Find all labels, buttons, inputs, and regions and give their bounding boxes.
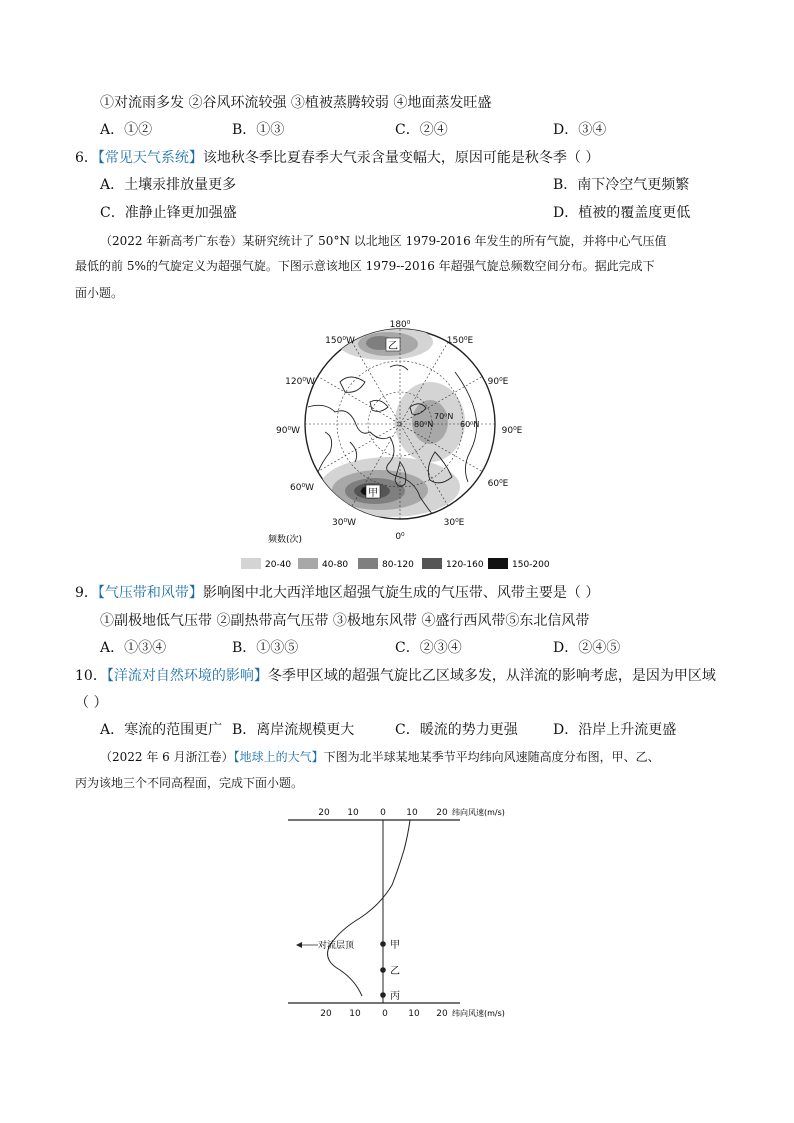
question-number: 10． xyxy=(75,668,107,684)
top-tick: 10 xyxy=(347,808,359,818)
passage2-line-2: 丙为该地三个不同高程面，完成下面小题。 xyxy=(75,776,304,790)
legend-swatch xyxy=(488,558,508,569)
q6-option-d: D．植被的覆盖度更低 xyxy=(553,205,691,221)
polar-cyclone-map xyxy=(230,312,570,577)
topic-tag: 【气压带和风带】 xyxy=(97,585,203,601)
point-jia xyxy=(380,941,386,947)
axis-label: 纬向风速 xyxy=(452,1009,484,1018)
tropopause-label: 对流层顶 xyxy=(318,941,355,951)
lon-label: 30⁰E xyxy=(443,518,465,528)
bottom-axis-label xyxy=(452,1008,505,1018)
question-9 xyxy=(75,583,599,603)
question-number: 6． xyxy=(75,150,98,166)
q9-option-a: A．①③④ xyxy=(100,640,167,656)
lon-label: 90⁰E xyxy=(501,426,523,436)
topic-tag: 【洋流对自然环境的影响】 xyxy=(106,668,268,684)
arrow-icon xyxy=(296,942,302,948)
topic-tag: 【地球上的大气】 xyxy=(233,750,324,764)
passage2-line-1 xyxy=(100,746,660,768)
lat-label: 70⁰N xyxy=(434,412,454,421)
legend-title: 频数(次) xyxy=(268,535,303,545)
question-stem: 该地秋冬季比夏春季大气汞含量变幅大，原因可能是秋冬季（ ） xyxy=(202,150,600,166)
prev-option-b: B．①③ xyxy=(232,122,285,138)
legend-label: 150-200 xyxy=(512,560,550,570)
region-label-jia: 甲 xyxy=(368,488,378,499)
q6-option-b: B．南下冷空气更频繁 xyxy=(553,177,690,193)
legend-label: 40-80 xyxy=(322,560,349,570)
q10-option-c: C．暖流的势力更强 xyxy=(395,722,518,738)
q10-option-a: A．寒流的范围更广 xyxy=(100,722,223,738)
bottom-tick: 0 xyxy=(382,1009,388,1019)
question-number: 9． xyxy=(75,585,98,601)
legend-label: 120-160 xyxy=(446,560,484,570)
bottom-tick: 10 xyxy=(408,1009,420,1019)
lon-label: 150⁰W xyxy=(325,336,355,346)
legend-swatch xyxy=(358,558,378,569)
passage-line-1: （2022 年新高考广东卷）某研究统计了 50°N 以北地区 1979-2016 年发生的所有气旋，并将中心气压值 xyxy=(100,234,667,248)
lon-label: 30⁰W xyxy=(332,518,356,528)
prev-option-a: A．①② xyxy=(100,122,153,138)
bottom-tick: 20 xyxy=(320,1009,332,1019)
q10-option-d: D．沿岸上升流更盛 xyxy=(553,722,677,738)
lon-label: 60⁰E xyxy=(487,479,509,489)
bottom-tick: 20 xyxy=(436,1009,448,1019)
point-label: 乙 xyxy=(390,966,400,977)
prev-question-statements: ①对流雨多发 ②谷风环流较强 ③植被蒸腾较弱 ④地面蒸发旺盛 xyxy=(100,95,492,111)
map-legend xyxy=(241,558,550,570)
question-6 xyxy=(75,148,599,168)
lon-label: 0⁰ xyxy=(395,532,405,542)
axis-unit: (m/s) xyxy=(484,808,505,817)
lon-label: 60⁰W xyxy=(290,483,314,493)
q9-option-b: B．①③⑤ xyxy=(232,640,299,656)
lat-label: 80⁰N xyxy=(414,420,434,429)
legend-label: 80-120 xyxy=(382,560,414,570)
lon-label: 180⁰ xyxy=(389,320,411,330)
q10-option-b: B．离岸流规模更大 xyxy=(232,722,355,738)
q9-option-c: C．②③④ xyxy=(395,640,462,656)
topic-tag: 【常见天气系统】 xyxy=(97,150,203,166)
point-bing xyxy=(380,992,386,998)
legend-swatch xyxy=(422,558,442,569)
q6-option-c: C．准静止锋更加强盛 xyxy=(100,205,237,221)
prev-option-d: D．③④ xyxy=(553,122,607,138)
q9-statements: ①副极地低气压带 ②副热带高气压带 ③极地东风带 ④盛行西风带⑤东北信风带 xyxy=(100,613,590,629)
question-stem: 影响图中北大西洋地区超强气旋生成的气压带、风带主要是（ ） xyxy=(202,585,600,601)
passage-line-3: 面小题。 xyxy=(75,286,124,300)
axis-label: 纬向风速 xyxy=(452,808,484,817)
top-tick: 20 xyxy=(436,808,448,818)
wind-profile-chart xyxy=(280,800,520,1025)
point-yi xyxy=(380,967,386,973)
legend-label: 20-40 xyxy=(265,560,292,570)
q6-option-a: A．土壤汞排放量更多 xyxy=(100,177,237,193)
top-tick: 10 xyxy=(406,808,418,818)
passage2-source: （2022 年 6 月浙江卷） xyxy=(100,750,234,764)
question-stem: 冬季甲区域的超强气旋比乙区域多发，从洋流的影响考虑，是因为甲区域 xyxy=(267,668,716,684)
lon-label: 90⁰W xyxy=(276,426,300,436)
point-label: 甲 xyxy=(390,940,400,951)
passage-line-2: 最低的前 5%的气旋定义为超强气旋。下图示意该地区 1979--2016 年超强气旋总频数空间分布。据此完成下 xyxy=(75,259,655,273)
axis-unit: (m/s) xyxy=(484,1009,505,1018)
bottom-tick: 10 xyxy=(349,1009,361,1019)
region-label-yi: 乙 xyxy=(388,341,398,352)
passage2-text: 下图为北半球某地某季节平均纬向风速随高度分布图，甲、乙、 xyxy=(323,750,660,764)
legend-swatch xyxy=(241,558,261,569)
top-tick: 0 xyxy=(380,808,386,818)
lat-label: 60⁰N xyxy=(460,420,480,429)
lon-label: 90⁰E xyxy=(487,377,509,387)
top-axis-label xyxy=(452,807,505,817)
lon-label: 150⁰E xyxy=(446,336,474,346)
prev-option-c: C．②④ xyxy=(395,122,448,138)
lon-label: 120⁰W xyxy=(285,377,315,387)
q9-option-d: D．②④⑤ xyxy=(553,640,621,656)
point-label: 丙 xyxy=(390,991,400,1002)
top-tick: 20 xyxy=(318,808,330,818)
q10-answer-bracket: （ ） xyxy=(75,695,108,711)
question-10 xyxy=(75,666,716,686)
legend-swatch xyxy=(298,558,318,569)
